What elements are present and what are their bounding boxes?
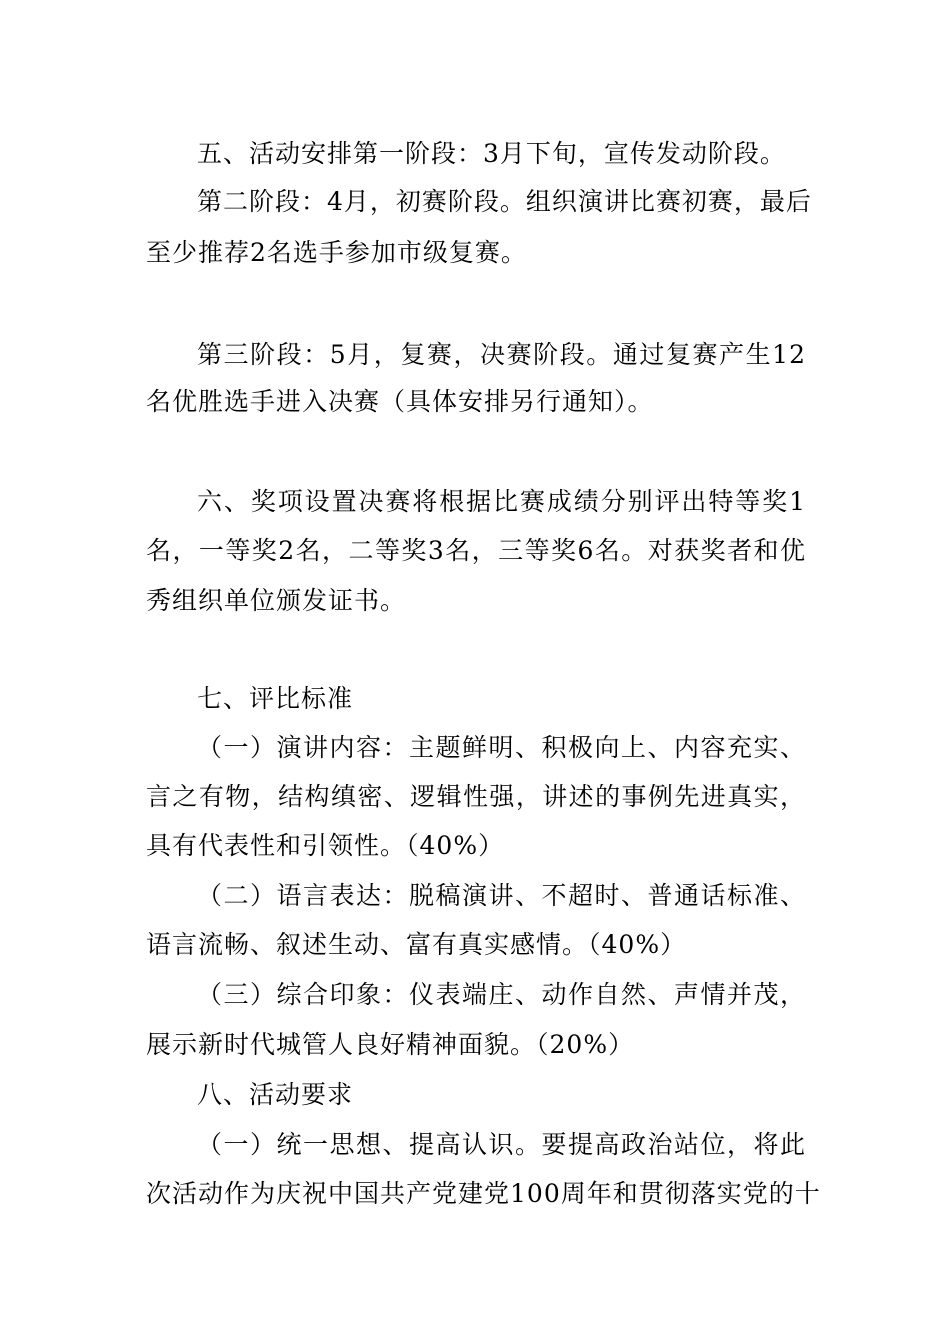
stage-2-line-1: 第二阶段：4月，初赛阶段。组织演讲比赛初赛，最后: [197, 187, 812, 216]
section-8-heading: 八、活动要求: [197, 1080, 354, 1109]
criteria-3-line-2: 展示新时代城管人良好精神面貌。（20%）: [146, 1030, 635, 1059]
section-6-awards-line-3: 秀组织单位颁发证书。: [146, 586, 407, 615]
stage-3-line-2: 名优胜选手进入决赛（具体安排另行通知）。: [146, 387, 654, 416]
criteria-2-line-2: 语言流畅、叙述生动、富有真实感情。（40%）: [146, 930, 687, 959]
requirement-1-line-1: （一）统一思想、提高认识。要提高政治站位，将此: [197, 1130, 806, 1159]
requirement-1-line-2: 次活动作为庆祝中国共产党建党100周年和贯彻落实党的十: [146, 1179, 821, 1208]
criteria-1-line-3: 具有代表性和引领性。（40%）: [146, 831, 505, 860]
criteria-3-line-1: （三）综合印象：仪表端庄、动作自然、声情并茂，: [197, 980, 806, 1009]
section-6-awards-line-1: 六、奖项设置决赛将根据比赛成绩分别评出特等奖1: [197, 487, 806, 516]
section-6-awards-line-2: 名，一等奖2名，二等奖3名，三等奖6名。对获奖者和优: [146, 536, 806, 565]
section-7-heading: 七、评比标准: [197, 684, 354, 713]
criteria-2-line-1: （二）语言表达：脱稿演讲、不超时、普通话标准、: [197, 881, 806, 910]
stage-2-line-2: 至少推荐2名选手参加市级复赛。: [146, 238, 527, 267]
stage-3-line-1: 第三阶段：5月，复赛，决赛阶段。通过复赛产生12: [197, 340, 806, 369]
criteria-1-line-1: （一）演讲内容：主题鲜明、积极向上、内容充实、: [197, 733, 806, 762]
criteria-1-line-2: 言之有物，结构缜密、逻辑性强，讲述的事例先进真实，: [146, 782, 806, 811]
section-5-activity-schedule: 五、活动安排第一阶段：3月下旬，宣传发动阶段。: [197, 139, 786, 168]
